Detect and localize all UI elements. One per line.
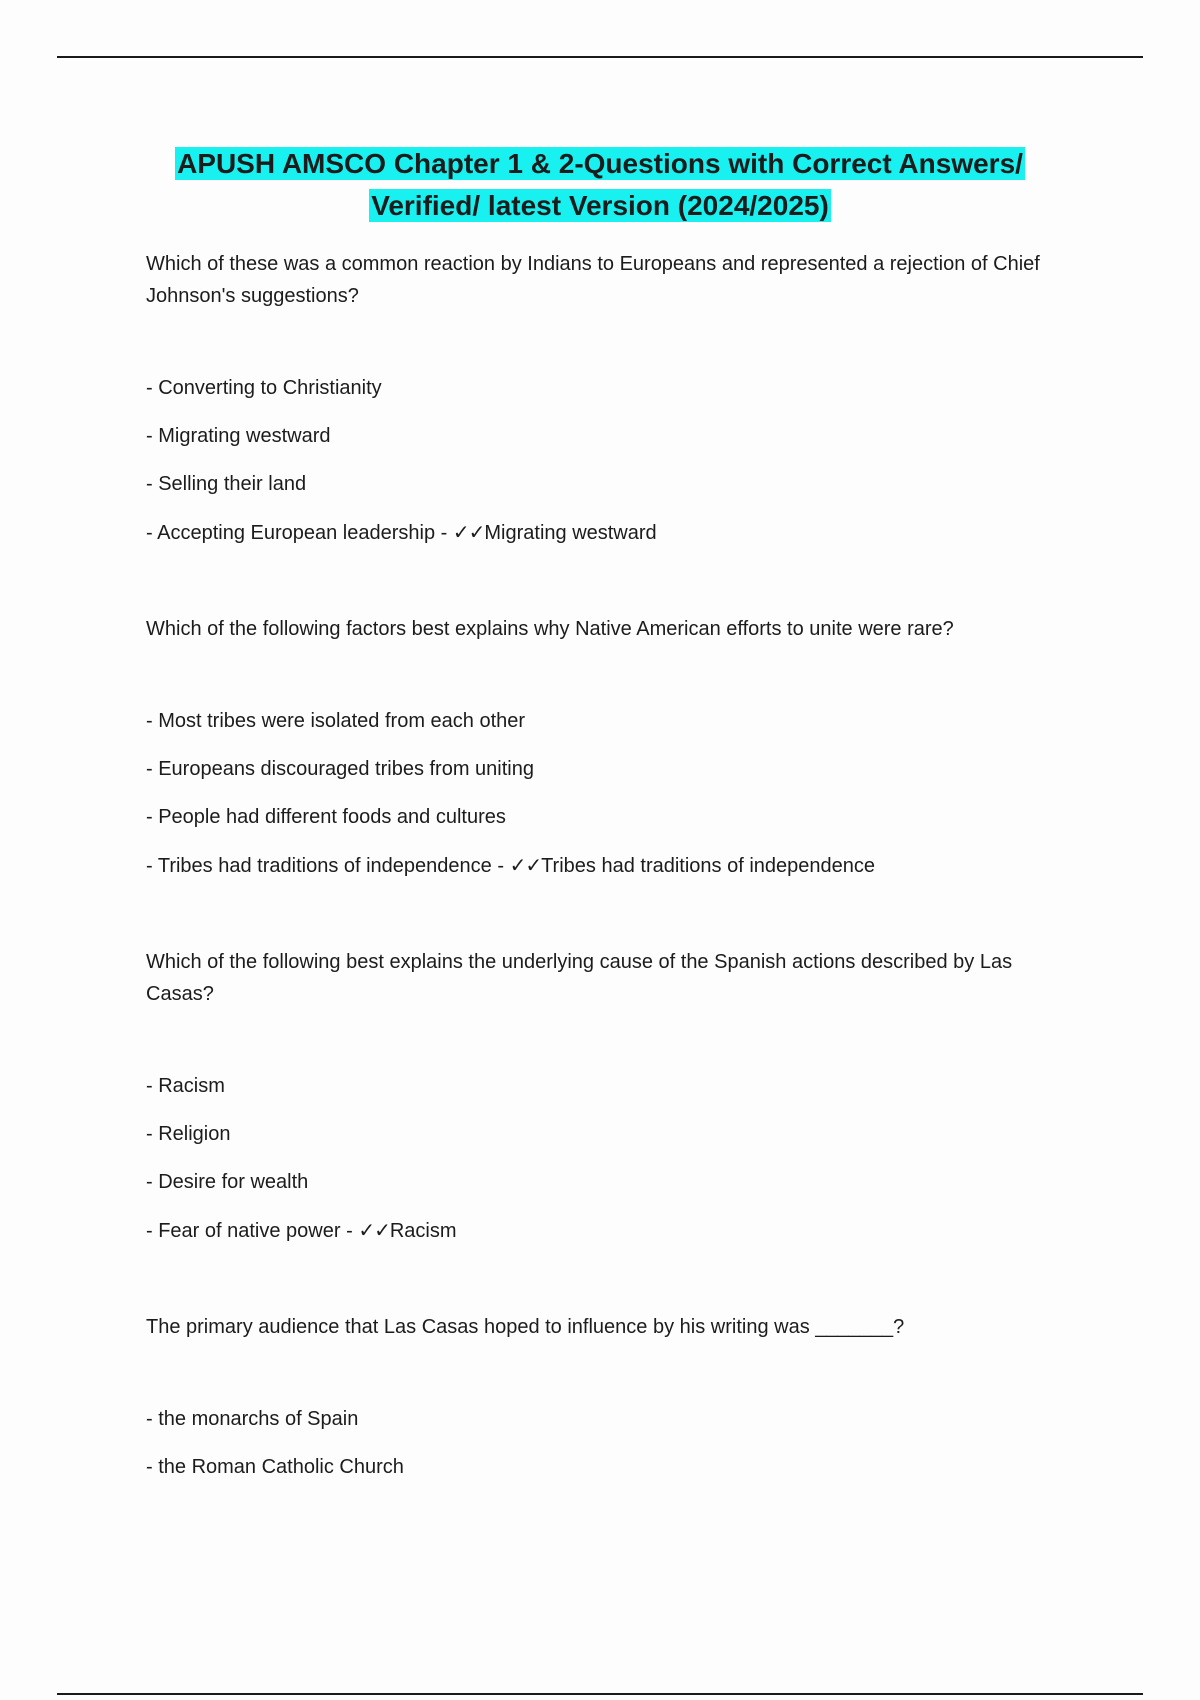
answer-option: - Selling their land [146,473,307,495]
question-list [146,248,1066,1503]
answer-option: - Racism [146,1075,225,1097]
footer-rule [57,1693,1143,1695]
answer-option-with-answer [146,853,1066,878]
header-rule [57,56,1143,58]
correct-answer: Tribes had traditions of independence [541,855,876,877]
title-line-2: Verified/ latest Version (2024/2025) [371,190,829,221]
answer-option: - the Roman Catholic Church [146,1456,404,1478]
answer-option: - the monarchs of Spain [146,1408,359,1430]
answer-option: - Most tribes were isolated from each other [146,710,526,732]
question-block [146,248,1066,545]
answer-option-with-answer [146,520,1066,545]
question-prompt: The primary audience that Las Casas hoped to influence by his writing was _______? [146,1316,905,1338]
question-prompt: Which of the following factors best explains why Native American efforts to unite were rare? [146,618,954,640]
check-icon: ✓✓ [452,520,485,544]
answer-option: - Europeans discouraged tribes from uniting [146,758,534,780]
question-prompt: Which of the following best explains the underlying cause of the Spanish actions described by Las Casas? [146,951,1013,1005]
check-icon: ✓✓ [509,853,542,877]
question-block [146,946,1066,1243]
answer-option-with-answer [146,1218,1066,1243]
answer-option: - Desire for wealth [146,1171,309,1193]
correct-answer: Migrating westward [484,522,657,544]
question-block [146,613,1066,878]
answer-option: - Migrating westward [146,425,331,447]
answer-option: - Converting to Christianity [146,377,382,399]
check-icon: ✓✓ [358,1218,390,1242]
answer-option-text: - Fear of native power - [146,1220,359,1242]
correct-answer: Racism [389,1220,457,1242]
document-title [100,143,1100,227]
answer-option-text: - Accepting European leadership - [146,522,453,544]
answer-option-text: - Tribes had traditions of independence - [146,855,510,877]
answer-option: - People had different foods and cultures [146,806,506,828]
question-prompt: Which of these was a common reaction by Indians to Europeans and represented a rejection of Chief Johnson's suggestions? [146,253,1040,307]
title-line-1: APUSH AMSCO Chapter 1 & 2-Questions with Correct Answers/ [177,148,1023,179]
answer-option: - Religion [146,1123,231,1145]
question-block [146,1311,1066,1479]
